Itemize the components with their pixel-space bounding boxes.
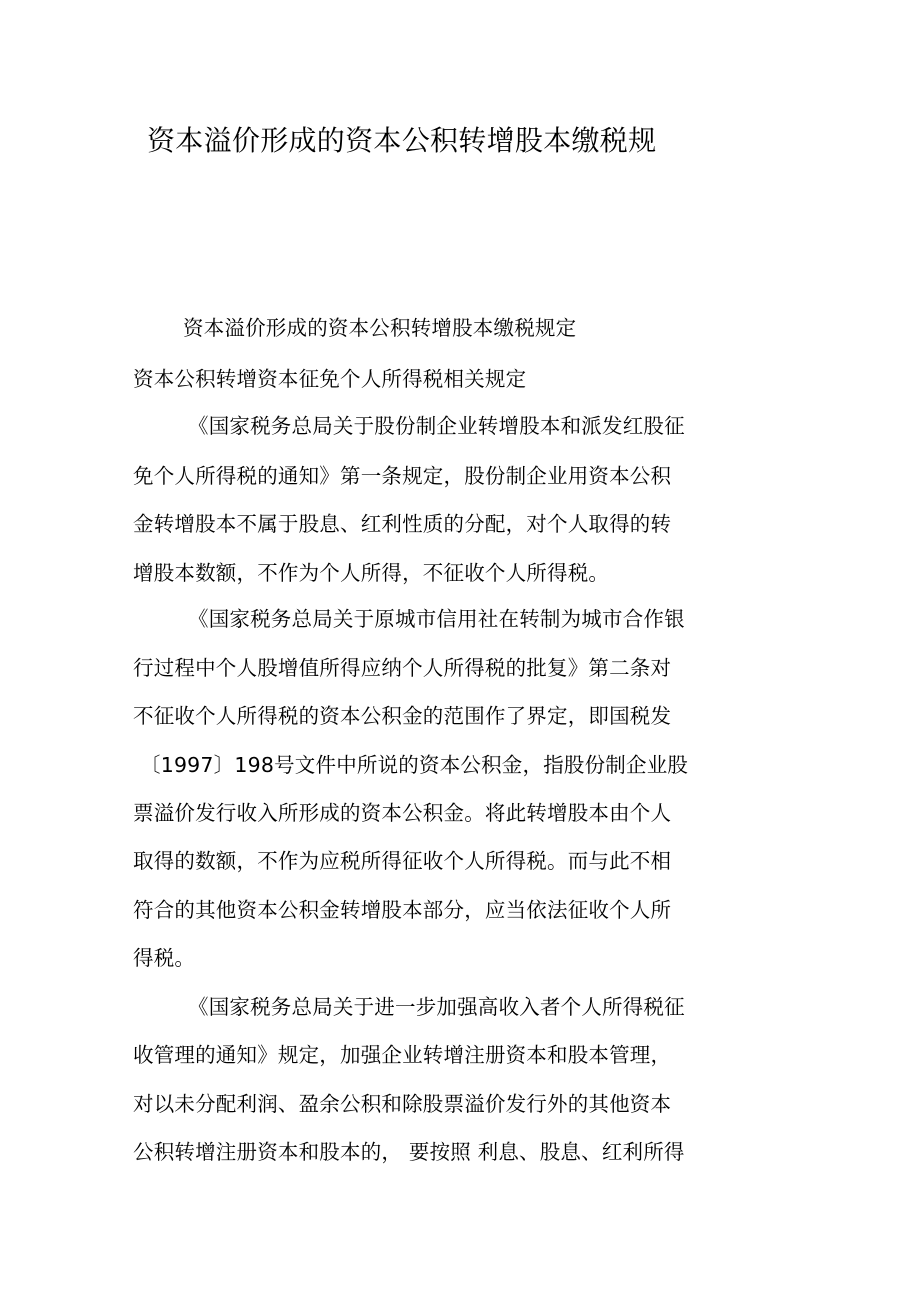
paragraph-line: 免个人所得税的通知》第一条规定，股份制企业用资本公积	[133, 464, 672, 488]
paragraph-line: 得税。	[133, 946, 196, 970]
paragraph-line: 《国家税务总局关于股份制企业转增股本和派发红股征	[188, 414, 685, 438]
paragraph-line: 〔1997〕198号文件中所说的资本公积金，指股份制企业股	[140, 753, 689, 777]
paragraph-line: 符合的其他资本公积金转增股本部分，应当依法征收个人所	[133, 898, 672, 922]
paragraph-line: 增股本数额，不作为个人所得，不征收个人所得税。	[133, 561, 610, 585]
paragraph-line: 公积转增注册资本和股本的， 要按照 利息、股息、红利所得	[133, 1140, 685, 1164]
paragraph-line: 《国家税务总局关于进一步加强高收入者个人所得税征	[188, 995, 685, 1019]
paragraph-line: 取得的数额，不作为应税所得征收个人所得税。而与此不相	[133, 849, 672, 873]
document-title: 资本溢价形成的资本公积转增股本缴税规	[147, 124, 657, 157]
paragraph-line: 不征收个人所得税的资本公积金的范围作了界定，即国税发	[133, 704, 672, 728]
paragraph-line: 票溢价发行收入所形成的资本公积金。将此转增股本由个人	[133, 801, 672, 825]
paragraph-line: 对以未分配利润、盈余公积和除股票溢价发行外的其他资本	[133, 1092, 672, 1116]
paragraph-line: 行过程中个人股增值所得应纳个人所得税的批复》第二条对	[133, 656, 672, 680]
heading-line: 资本溢价形成的资本公积转增股本缴税规定	[183, 316, 577, 340]
paragraph-line: 《国家税务总局关于原城市信用社在转制为城市合作银	[188, 607, 685, 631]
paragraph-line: 金转增股本不属于股息、红利性质的分配，对个人取得的转	[133, 512, 672, 536]
subheading-line: 资本公积转增资本征免个人所得税相关规定	[133, 367, 527, 391]
paragraph-line: 收管理的通知》规定，加强企业转增注册资本和股本管理，	[133, 1043, 672, 1067]
